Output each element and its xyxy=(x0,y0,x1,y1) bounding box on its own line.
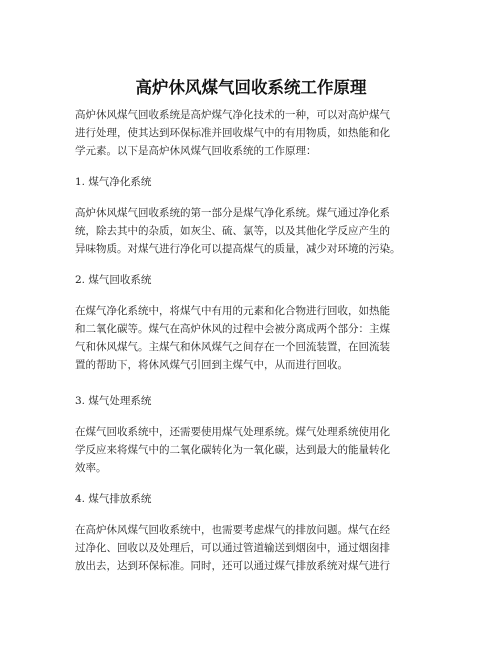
paragraph-line: 学元素。以下是高炉休风煤气回收系统的工作原理： xyxy=(75,145,317,157)
paragraph-line: 高炉休风煤气回收系统是高炉煤气净化技术的一种，可以对高炉煤气 xyxy=(75,109,390,121)
section-1-heading-block xyxy=(75,173,435,191)
paragraph-line: 统，除去其中的杂质，如灰尘、硫、氯等，以及其他化学反应产生的 xyxy=(75,225,390,237)
section-4-paragraph xyxy=(75,521,435,575)
section-heading: 1. 煤气净化系统 xyxy=(75,176,152,188)
paragraph-line: 效率。 xyxy=(75,462,107,474)
paragraph-line: 在煤气净化系统中，将煤气中有用的元素和化合物进行回收，如热能 xyxy=(75,305,390,317)
paragraph-line: 置的帮助下，将休风煤气引回到主煤气中，从而进行回收。 xyxy=(75,359,348,371)
section-1-paragraph xyxy=(75,204,435,258)
section-3-paragraph xyxy=(75,423,435,477)
section-heading: 4. 煤气排放系统 xyxy=(75,493,152,505)
intro-paragraph xyxy=(75,106,435,160)
paragraph-line: 在高炉休风煤气回收系统中，也需要考虑煤气的排放问题。煤气在经 xyxy=(75,524,390,536)
section-heading: 3. 煤气处理系统 xyxy=(75,395,152,407)
section-heading: 2. 煤气回收系统 xyxy=(75,274,152,286)
paragraph-line: 进行处理，使其达到环保标准并回收煤气中的有用物质，如热能和化 xyxy=(75,127,390,139)
paragraph-line: 放出去，达到环保标准。同时，还可以通过煤气排放系统对煤气进行 xyxy=(75,560,390,572)
section-3-heading-block xyxy=(75,392,435,410)
paragraph-line: 和二氧化碳等。煤气在高炉休风的过程中会被分离成两个部分：主煤 xyxy=(75,323,390,335)
paragraph-line: 气和休风煤气。主煤气和休风煤气之间存在一个回流装置，在回流装 xyxy=(75,341,390,353)
paragraph-line: 学反应来将煤气中的二氧化碳转化为一氧化碳，达到最大的能量转化 xyxy=(75,444,390,456)
section-2-paragraph xyxy=(75,302,435,374)
section-2-heading-block xyxy=(75,271,435,289)
paragraph-line: 过净化、回收以及处理后，可以通过管道输送到烟囱中，通过烟囱排 xyxy=(75,542,390,554)
section-4-heading-block xyxy=(75,490,435,508)
paragraph-line: 高炉休风煤气回收系统的第一部分是煤气净化系统。煤气通过净化系 xyxy=(75,207,390,219)
paragraph-line: 异味物质。对煤气进行净化可以提高煤气的质量，减少对环境的污染。 xyxy=(75,243,401,255)
paragraph-line: 在煤气回收系统中，还需要使用煤气处理系统。煤气处理系统使用化 xyxy=(75,426,390,438)
document-title: 高炉休风煤气回收系统工作原理 xyxy=(135,78,367,97)
